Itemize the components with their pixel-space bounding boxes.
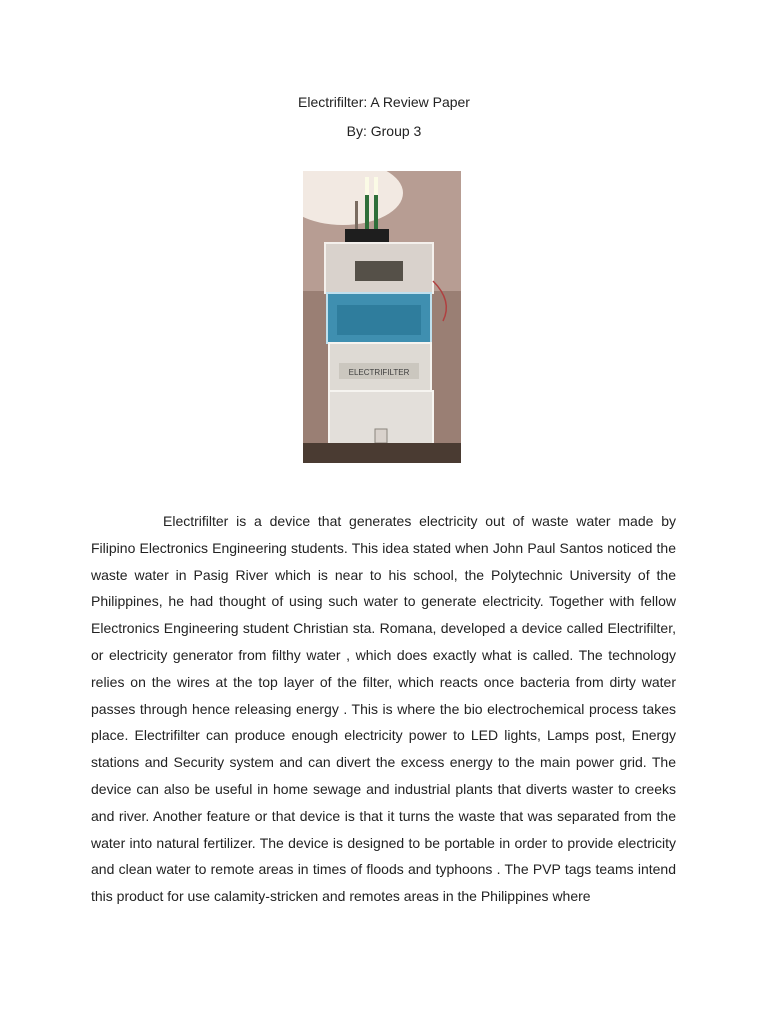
document-byline: By: Group 3 [346,123,422,139]
photo-label: ELECTRIFILTER [348,368,410,377]
electrifilter-photo [303,171,461,463]
body-paragraph: Electrifilter is a device that generates electricity out of waste water made by Filipino Electronics Engineering students. This idea stated when John Paul Santos noticed the waste water in Pasig River which is near to his school, the Polytechnic University of the Philippines, he had thought of using such water to generate electricity. Together with fellow Electronics Engineering student Christian sta. Romana, developed a device called Electrifilter, or electricity generator from filthy water , which does exactly what is called. The technology relies on the wires at the top layer of the filter, which reacts once bacteria from dirty water passes through hence releasing energy . This is where the bio electrochemical process takes place. Electrifilter can produce enough electricity power to LED lights, Lamps post, Energy stations and Security system and can divert the excess energy to the main power grid. The device can also be useful in home sewage and industrial plants that diverts waster to creeks and river. Another feature or that device is that it turns the waste that was separated from the water into natural fertilizer. The device is designed to be portable in order to provide electricity and clean water to remote areas in times of floods and typhoons . The PVP tags teams intend this product for use calamity-stricken and remotes areas in the Philippines where [91,513,676,905]
document-title: Electrifilter: A Review Paper [298,94,470,110]
